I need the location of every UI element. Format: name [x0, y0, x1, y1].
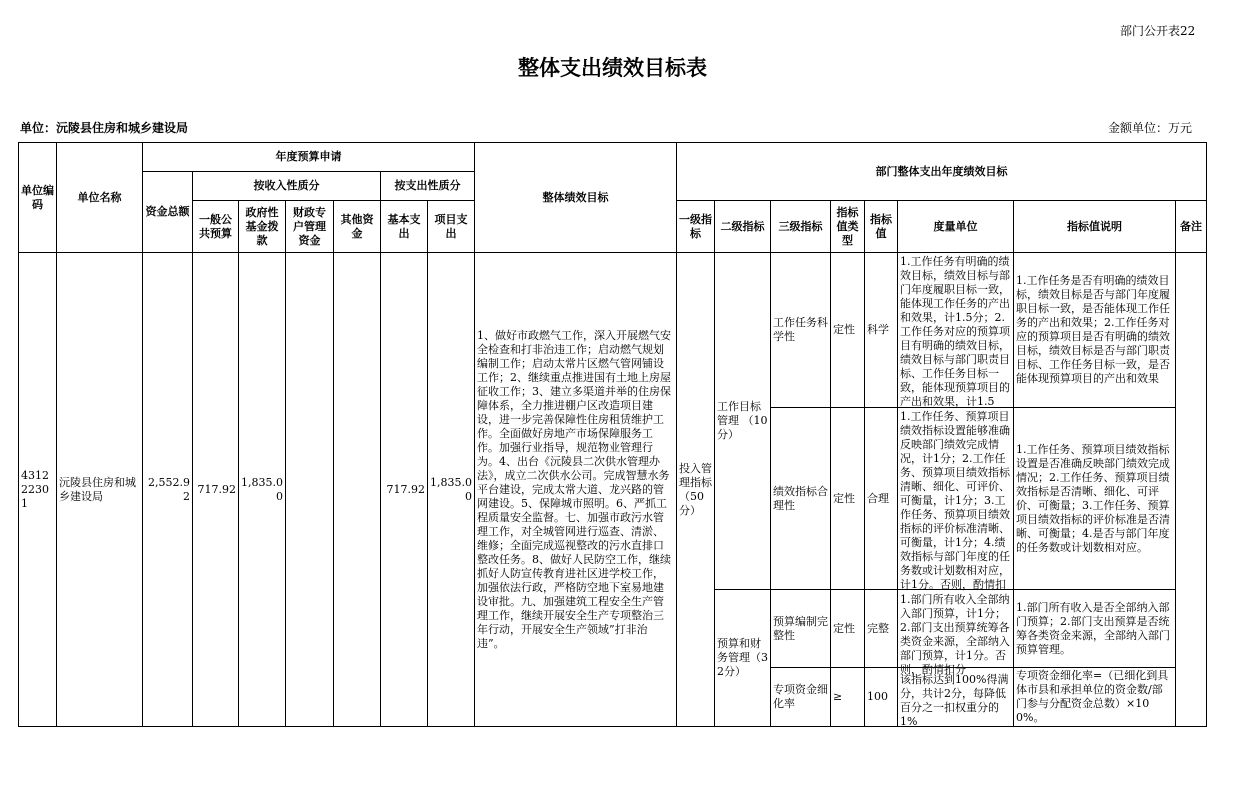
level3-indicator: 绩效指标合理性: [771, 408, 831, 590]
measure-unit: [898, 590, 1014, 676]
remark-cell: [1176, 253, 1207, 727]
value-explain: 专项资金细化率=（已细化到具体市县和承担单位的资金数/部门参与分配资金总数）×100%。: [1014, 668, 1176, 727]
money-unit: 金额单位：万元: [1108, 121, 1193, 135]
level2-budget-finance: 预算和财务管理（32分）: [715, 590, 771, 727]
table-row: [19, 253, 1207, 408]
form-number: 部门公开表22: [1120, 24, 1196, 38]
measure-unit: [898, 253, 1014, 408]
hdr-by-expense: 按支出性质分: [381, 172, 475, 201]
overall-goal-text: 1、做好市政燃气工作，深入开展燃气安全检查和打非治违工作；启动燃气规划编制工作；启动太常片区燃气管网铺设工作；2、继续重点推进国有土地上房屋征收工作；3、建立多渠道并举的住房保障体系，全力推进棚户区改造项目建设，进一步完善保障性住房租赁维护工作。全面做好房地产市场保障服务工作。加强行业指导，规范物业管理行为。4、出台《沅陵县二次供水管理办法》，成立二次供水公司。完成智慧水务平台建设，完成太常大道、龙兴路的管网建设。5、保障城市照明。6、严抓工程质量安全监督。七、加强市政污水管理工作，对全城管网进行巡查、清淤、维修；全面完成巡视整改的污水直排口整改任务。8、做好人民防空工作，继续抓好人防宣传教育进社区进学校工作，加强依法行政，严格防空地下室易地建设审批。九、加强建筑工程安全生产管理工作，继续开展安全生产专项整治三年行动，开展安全生产领域”打非治违”。: [475, 253, 677, 727]
hdr-annual-budget: 年度预算申请: [143, 143, 475, 172]
unit-code: 431222301: [19, 253, 57, 727]
hdr-unit-code: 单位编码: [19, 143, 57, 253]
hdr-general-budget: 一般公共预算: [193, 201, 239, 253]
hdr-measure: 度量单位: [898, 201, 1014, 253]
value: 科学: [865, 253, 898, 408]
value-type: 定性: [831, 590, 865, 668]
hdr-dept-goal: 部门整体支出年度绩效目标: [677, 143, 1207, 201]
gov-fund-amount: 1,835.00: [239, 253, 286, 727]
value: 100: [865, 668, 898, 727]
general-budget-amount: 717.92: [193, 253, 239, 727]
hdr-level1: 一级指标: [677, 201, 715, 253]
measure-text: 1.部门所有收入全部纳入部门预算，计1分；2.部门支出预算统筹各类资金来源，全部纳入部门预算，计1分。否则，酌情扣分: [900, 592, 1011, 676]
level3-indicator: 工作任务科学性: [771, 253, 831, 408]
level2-work-goal: 工作目标管理 （10分）: [715, 253, 771, 590]
performance-table: [18, 142, 1207, 727]
hdr-basic-exp: 基本支出: [381, 201, 428, 253]
value-type: ≥: [831, 668, 865, 727]
unit-label: 单位：沅陵县住房和城乡建设局: [20, 121, 189, 135]
measure-text: 1.工作任务有明确的绩效目标，绩效目标与部门年度履职目标一致，能体现工作任务的产出和效果，计1.5分；2.工作任务对应的预算项目有明确的绩效目标，绩效目标与部门职责目标、工作任务目标一致，能体现预算项目的产出和效果，计1.5: [900, 255, 1011, 408]
unit-name: 沅陵县住房和城乡建设局: [57, 253, 143, 727]
hdr-unit-name: 单位名称: [57, 143, 143, 253]
hdr-level2: 二级指标: [715, 201, 771, 253]
basic-exp-amount: 717.92: [381, 253, 428, 727]
measure-unit: [898, 408, 1014, 590]
measure-unit: [898, 668, 1014, 727]
fiscal-special-amount: [286, 253, 334, 727]
project-exp-amount: 1,835.00: [428, 253, 475, 727]
hdr-overall-goal: 整体绩效目标: [475, 143, 677, 253]
value: 合理: [865, 408, 898, 590]
value-explain: 1.工作任务是否有明确的绩效目标，绩效目标是否与部门年度履职目标一致，是否能体现工作任务的产出和效果；2.工作任务对应的预算项目是否有明确的绩效目标，绩效目标是否与部门职责目标、工作任务目标一致，是否能体现预算项目的产出和效果: [1014, 253, 1176, 408]
value-type: 定性: [831, 253, 865, 408]
level3-indicator: 专项资金细化率: [771, 668, 831, 727]
hdr-fiscal-special: 财政专户管理资金: [286, 201, 334, 253]
value-explain: 1.工作任务、预算项目绩效指标设置是否准确反映部门绩效完成情况；2.工作任务、预算项目绩效指标是否清晰、细化、可评价、可衡量；3.工作任务、预算项目绩效指标的评价标准是否清晰、可衡量；4.是否与部门年度的任务数或计划数相对应。: [1014, 408, 1176, 590]
page-title: 整体支出绩效目标表: [518, 56, 707, 80]
total-amount: 2,552.92: [143, 253, 193, 727]
hdr-val: 指标值: [865, 201, 898, 253]
hdr-project-exp: 项目支出: [428, 201, 475, 253]
hdr-val-type: 指标值类型: [831, 201, 865, 253]
measure-text: 1.工作任务、预算项目绩效指标设置能够准确反映部门绩效完成情况，计1分；2.工作任务、预算项目绩效指标清晰、细化、可评价、可衡量，计1分；3.工作任务、预算项目绩效指标的评价标准清晰、可衡量，计1分；4.绩效指标与部门年度的任务数或计划数相对应，计1分。否则，酌情扣: [900, 409, 1011, 591]
value: 完整: [865, 590, 898, 668]
other-funds-amount: [334, 253, 381, 727]
level3-indicator: 预算编制完整性: [771, 590, 831, 668]
hdr-total: 资金总额: [143, 172, 193, 253]
hdr-level3: 三级指标: [771, 201, 831, 253]
hdr-by-income: 按收入性质分: [193, 172, 381, 201]
hdr-gov-fund: 政府性基金拨款: [239, 201, 286, 253]
value-explain: 1.部门所有收入是否全部纳入部门预算；2.部门支出预算是否统筹各类资金来源，全部纳入部门预算管理。: [1014, 590, 1176, 668]
hdr-remark: 备注: [1176, 201, 1207, 253]
hdr-other-funds: 其他资金: [334, 201, 381, 253]
hdr-explain: 指标值说明: [1014, 201, 1176, 253]
measure-text: 该指标达到100%得满分，共计2分，每降低百分之一扣权重分的1%: [900, 673, 1009, 728]
value-type: 定性: [831, 408, 865, 590]
level1-indicator: 投入管理指标（50分）: [677, 253, 715, 727]
